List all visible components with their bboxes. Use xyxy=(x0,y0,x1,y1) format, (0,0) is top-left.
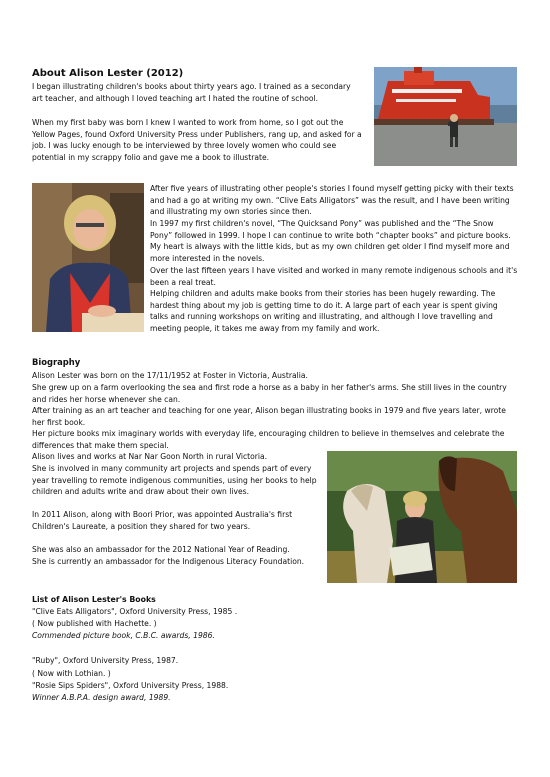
book-1-title: "Clive Eats Alligators", Oxford University Press, 1985 . xyxy=(32,607,238,616)
about-paragraph-3: After five years of illustrating other people's stories I found myself getting picky with their texts and had a go at writing my own. “Clive Eats Alligators” was the result, and I have been writing and illustrating my own stories since then. xyxy=(150,184,514,217)
biography-paragraph-1: Alison Lester was born on the 17/11/1952 at Foster in Victoria, Australia. xyxy=(32,371,308,380)
books-heading: List of Alison Lester's Books xyxy=(32,595,156,604)
biography-paragraph-8: She was also an ambassador for the 2012 National Year of Reading. xyxy=(32,545,290,554)
biography-paragraph-2: She grew up on a farm overlooking the sea and first rode a horse as a baby in her father's arms. She still lives in the country and rides her horse whenever she can. xyxy=(32,383,507,404)
book-1-award: Commended picture book, C.B.C. awards, 1986. xyxy=(32,631,215,640)
biography-paragraph-6: She is involved in many community art projects and spends part of every year travelling to remote indigenous communities, using her books to help children and adults write and draw about their own lives. xyxy=(32,464,317,497)
biography-paragraph-4: Her picture books mix imaginary worlds with everyday life, encouraging children to believe in themselves and celebrate the differences that make them special. xyxy=(32,429,505,450)
biography-paragraph-7: In 2011 Alison, along with Boori Prior, was appointed Australia's first Children's Laureate, a position they shared for two years. xyxy=(32,510,293,531)
book-3-title: "Rosie Sips Spiders", Oxford University Press, 1988. xyxy=(32,681,229,690)
about-paragraph-4: In 1997 my first children's novel, “The Quicksand Pony” was published and the “The Snow Pony” followed in 1999. I hope I can continue to write both “chapter books” and picture books. My heart is always with the little kids, but as my own children get older I find myself more and more interested in the novels. xyxy=(150,219,511,263)
portrait-photo xyxy=(32,183,144,332)
biography-paragraph-5: Alison lives and works at Nar Nar Goon North in rural Victoria. xyxy=(32,452,268,461)
about-heading: About Alison Lester (2012) xyxy=(32,68,184,79)
biography-heading: Biography xyxy=(32,357,81,367)
about-paragraph-6: Helping children and adults make books from their stories has been hugely rewarding. The hardest thing about my job is getting time to do it. A large part of each year is spent giving talks and running workshops on writing and illustrating, and although I love travelling and meeting people, it takes me away from my family and work. xyxy=(150,289,498,333)
book-3-award: Winner A.B.P.A. design award, 1989. xyxy=(32,693,171,702)
about-paragraph-1: I began illustrating children's books about thirty years ago. I trained as a secondary art teacher, and although I loved teaching art I hated the routine of school. xyxy=(32,82,351,103)
book-2-title: "Ruby", Oxford University Press, 1987. xyxy=(32,656,179,665)
ship-photo xyxy=(374,67,517,166)
about-paragraph-2: When my first baby was born I knew I wanted to work from home, so I got out the Yellow Pages, found Oxford University Press under Publishers, rang up, and asked for a job. I was lucky enough to be interviewed by three lovely women who could see potential in my scrappy folio and gave me a book to illustrate. xyxy=(32,118,362,162)
horses-photo xyxy=(327,451,517,583)
book-1-note: ( Now published with Hachette. ) xyxy=(32,619,157,628)
biography-paragraph-9: She is currently an ambassador for the Indigenous Literacy Foundation. xyxy=(32,557,305,566)
about-paragraph-5: Over the last fifteen years I have visited and worked in many remote indigenous schools and it's been a real treat. xyxy=(150,266,518,287)
biography-paragraph-3: After training as an art teacher and teaching for one year, Alison began illustrating books in 1979 and five years later, wrote her first book. xyxy=(32,406,506,427)
book-2-note: ( Now with Lothian. ) xyxy=(32,669,111,678)
